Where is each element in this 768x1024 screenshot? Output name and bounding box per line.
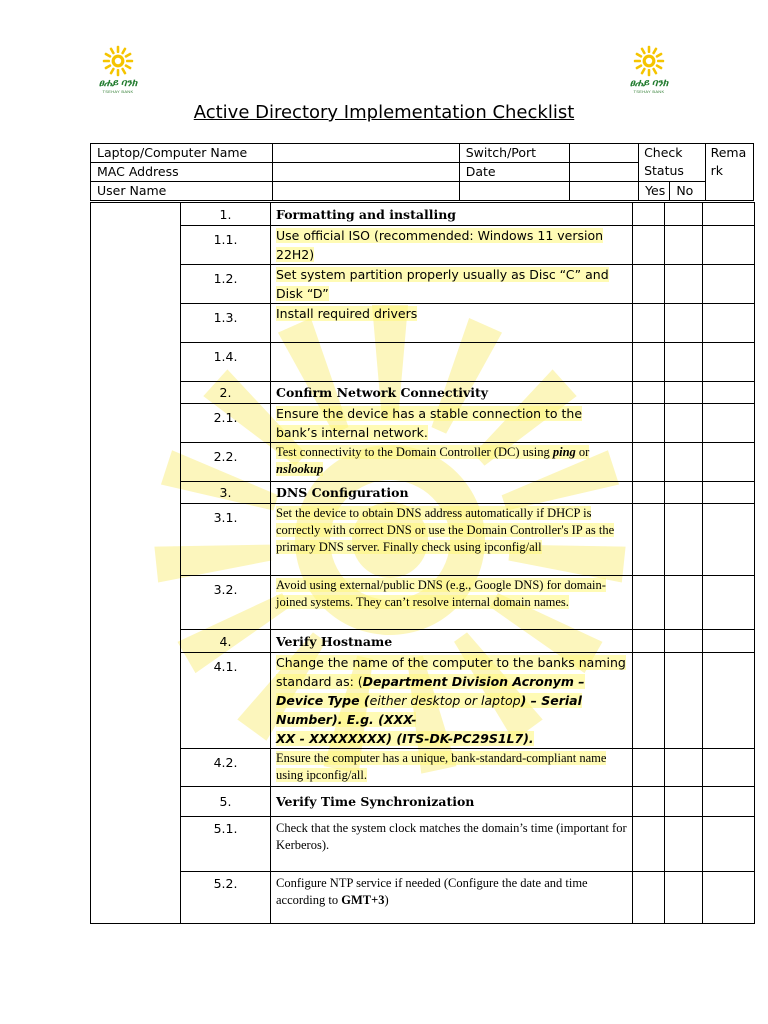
section-title: Confirm Network Connectivity xyxy=(271,382,633,404)
item-number: 4.2. xyxy=(181,749,271,787)
switch-port-label: Switch/Port xyxy=(459,144,569,163)
sun-logo-icon xyxy=(633,45,665,77)
text-segment: ) – Serial Number xyxy=(276,693,582,727)
remark-field[interactable] xyxy=(703,630,755,653)
item-text-content: Avoid using external/public DNS (e.g., Google DNS) for domain-joined systems. They can’t resolve internal domain names. xyxy=(276,578,606,609)
no-checkbox[interactable] xyxy=(665,203,703,226)
section-number: 1. xyxy=(181,203,271,226)
remark-field[interactable] xyxy=(703,343,755,382)
remark-header xyxy=(705,144,753,201)
yes-checkbox[interactable] xyxy=(633,504,665,576)
yes-header: Yes xyxy=(639,182,670,201)
mac-address-label: MAC Address xyxy=(91,163,273,182)
no-checkbox[interactable] xyxy=(665,226,703,265)
item-number: 2.2. xyxy=(181,443,271,482)
device-info-table xyxy=(90,143,754,201)
text-segment: ) xyxy=(384,893,389,907)
computer-name-field[interactable] xyxy=(273,144,459,163)
item-text: Check that the system clock matches the domain’s time (important for Kerberos). xyxy=(271,817,633,872)
remark-field[interactable] xyxy=(703,404,755,443)
item-number: 3.1. xyxy=(181,504,271,576)
text-segment: Change the name of the computer to the banks naming standard as: ( xyxy=(276,655,626,689)
item-text xyxy=(271,504,633,576)
yes-checkbox[interactable] xyxy=(633,653,665,749)
text-segment: XX - XXXXXXXX) (ITS-DK-PC29S1L7). xyxy=(276,731,534,746)
text-segment: Department Division Acronym – Device Type ( xyxy=(276,674,585,708)
yes-checkbox[interactable] xyxy=(633,872,665,924)
yes-checkbox[interactable] xyxy=(633,304,665,343)
bank-logo-right xyxy=(614,45,684,94)
no-checkbox[interactable] xyxy=(665,749,703,787)
section-title: Verify Time Synchronization xyxy=(271,787,633,817)
switch-port-field[interactable] xyxy=(569,144,639,163)
logo-sub-text: TSEHAY BANK xyxy=(633,89,665,94)
item-number: 3.2. xyxy=(181,576,271,630)
remark-field[interactable] xyxy=(703,304,755,343)
item-text xyxy=(271,653,633,749)
item-text-content: Set the device to obtain DNS address automatically if DHCP is correctly with correct DNS or use the Domain Controller's IP as the primary DNS server. Finally check using ipconfig/all xyxy=(276,506,615,554)
item-number: 1.3. xyxy=(181,304,271,343)
yes-checkbox[interactable] xyxy=(633,787,665,817)
no-checkbox[interactable] xyxy=(665,504,703,576)
section-title: Verify Hostname xyxy=(271,630,633,653)
no-checkbox[interactable] xyxy=(665,443,703,482)
no-checkbox[interactable] xyxy=(665,404,703,443)
item-number: 4.1. xyxy=(181,653,271,749)
command-ping: ping xyxy=(552,445,576,459)
logo-sub-text: TSEHAY BANK xyxy=(102,89,134,94)
remark-field[interactable] xyxy=(703,817,755,872)
section-title: DNS Configuration xyxy=(271,482,633,504)
section-number: 4. xyxy=(181,630,271,653)
item-number: 1.1. xyxy=(181,226,271,265)
no-checkbox[interactable] xyxy=(665,382,703,404)
yes-checkbox[interactable] xyxy=(633,226,665,265)
yes-checkbox[interactable] xyxy=(633,576,665,630)
left-margin-column xyxy=(91,203,181,924)
empty-cell xyxy=(459,182,569,201)
remark-field[interactable] xyxy=(703,872,755,924)
item-text xyxy=(271,226,633,265)
text-segment: ). E.g. (XXX- xyxy=(331,712,417,727)
no-checkbox[interactable] xyxy=(665,653,703,749)
item-text-content: Ensure the computer has a unique, bank-standard-compliant name using ipconfig/all. xyxy=(276,751,607,782)
item-text xyxy=(271,265,633,304)
item-number: 2.1. xyxy=(181,404,271,443)
item-text xyxy=(271,576,633,630)
date-label: Date xyxy=(459,163,569,182)
no-checkbox[interactable] xyxy=(665,482,703,504)
remark-field[interactable] xyxy=(703,443,755,482)
no-checkbox[interactable] xyxy=(665,576,703,630)
yes-checkbox[interactable] xyxy=(633,817,665,872)
section-number: 2. xyxy=(181,382,271,404)
mac-address-field[interactable] xyxy=(273,163,459,182)
item-text-content: Ensure the device has a stable connection to the bank’s internal network. xyxy=(276,406,583,440)
remark-header-text: Remark xyxy=(710,145,747,178)
item-text xyxy=(271,749,633,787)
item-text xyxy=(271,443,633,482)
no-checkbox[interactable] xyxy=(665,343,703,382)
text-segment: or xyxy=(575,445,590,459)
item-number: 5.2. xyxy=(181,872,271,924)
remark-field[interactable] xyxy=(703,576,755,630)
logo-brand-text: ፀሐይ ባንክ xyxy=(629,78,669,89)
item-text-content: Use official ISO (recommended: Windows 11 version 22H2) xyxy=(276,228,604,262)
item-text-content: Set system partition properly usually as Disc “C” and Disk “D” xyxy=(276,267,609,301)
no-checkbox[interactable] xyxy=(665,817,703,872)
checklist-table xyxy=(90,202,755,924)
text-segment: Configure NTP service if needed (Configure the date and time according to xyxy=(276,876,588,907)
section-title: Formatting and installing xyxy=(271,203,633,226)
no-header: No xyxy=(670,182,705,201)
command-nslookup: nslookup xyxy=(276,462,324,476)
user-name-field[interactable] xyxy=(273,182,459,201)
computer-name-label: Laptop/Computer Name xyxy=(91,144,273,163)
check-status-header: Check Status xyxy=(639,144,706,182)
user-name-label: User Name xyxy=(91,182,273,201)
no-checkbox[interactable] xyxy=(665,304,703,343)
sun-logo-icon xyxy=(102,45,134,77)
remark-field[interactable] xyxy=(703,653,755,749)
empty-cell xyxy=(569,182,639,201)
yes-checkbox[interactable] xyxy=(633,404,665,443)
section-number: 5. xyxy=(181,787,271,817)
yes-checkbox[interactable] xyxy=(633,203,665,226)
document-title: Active Directory Implementation Checklist xyxy=(193,102,575,123)
no-checkbox[interactable] xyxy=(665,872,703,924)
yes-checkbox[interactable] xyxy=(633,443,665,482)
yes-checkbox[interactable] xyxy=(633,749,665,787)
remark-field[interactable] xyxy=(703,504,755,576)
remark-field[interactable] xyxy=(703,749,755,787)
remark-field[interactable] xyxy=(703,226,755,265)
item-text-content: Install required drivers xyxy=(276,306,418,321)
item-number: 1.4. xyxy=(181,343,271,382)
item-text xyxy=(271,343,633,382)
item-text-content xyxy=(276,445,589,476)
remark-field[interactable] xyxy=(703,382,755,404)
logo-brand-text: ፀሐይ ባንክ xyxy=(98,78,138,89)
text-segment: Test connectivity to the Domain Controller (DC) using xyxy=(276,445,553,459)
yes-checkbox[interactable] xyxy=(633,630,665,653)
timezone-value: GMT+3 xyxy=(341,893,385,907)
bank-logo-left xyxy=(83,45,153,94)
item-text xyxy=(271,304,633,343)
remark-field[interactable] xyxy=(703,203,755,226)
no-checkbox[interactable] xyxy=(665,630,703,653)
item-number: 5.1. xyxy=(181,817,271,872)
text-segment: either desktop or laptop xyxy=(369,693,521,708)
item-number: 1.2. xyxy=(181,265,271,304)
section-number: 3. xyxy=(181,482,271,504)
date-field[interactable] xyxy=(569,163,639,182)
yes-checkbox[interactable] xyxy=(633,382,665,404)
remark-field[interactable] xyxy=(703,482,755,504)
yes-checkbox[interactable] xyxy=(633,265,665,304)
remark-field[interactable] xyxy=(703,787,755,817)
yes-checkbox[interactable] xyxy=(633,482,665,504)
item-text xyxy=(271,404,633,443)
no-checkbox[interactable] xyxy=(665,265,703,304)
remark-field[interactable] xyxy=(703,265,755,304)
item-text-content xyxy=(276,655,626,746)
no-checkbox[interactable] xyxy=(665,787,703,817)
yes-checkbox[interactable] xyxy=(633,343,665,382)
item-text xyxy=(271,872,633,924)
